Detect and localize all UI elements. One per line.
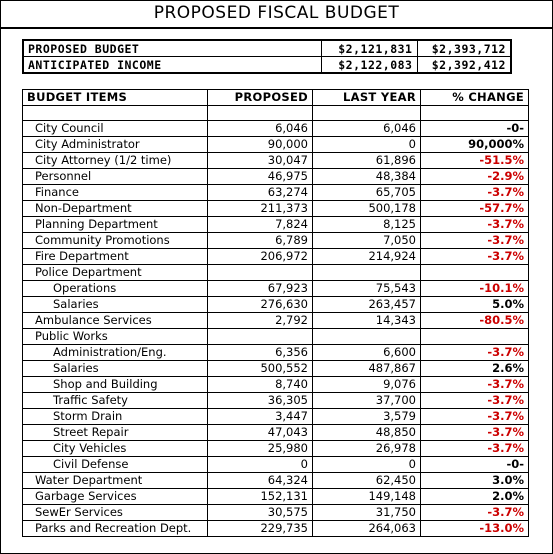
budget-item-name: City Attorney (1/2 time) [23,153,208,169]
proposed-value: 206,972 [208,249,313,265]
title-divider [0,27,553,29]
proposed-value: 6,789 [208,233,313,249]
page-title: PROPOSED FISCAL BUDGET [153,3,400,23]
proposed-value: 152,131 [208,489,313,505]
last-year-value: 26,978 [313,441,421,457]
percent-change-value: -57.7% [421,201,529,217]
proposed-value: 8,740 [208,377,313,393]
table-row [23,137,529,153]
proposed-value: 90,000 [208,137,313,153]
table-row [23,201,529,217]
percent-change-value: -51.5% [421,153,529,169]
budget-item-name: City Council [23,121,208,137]
proposed-value: 2,792 [208,313,313,329]
table-row [23,521,529,537]
proposed-value [208,265,313,281]
budget-item-name: Non-Department [23,201,208,217]
percent-change-value: -3.7% [421,505,529,521]
budget-table [22,89,529,537]
percent-change-value: 2.6% [421,361,529,377]
last-year-value: 264,063 [313,521,421,537]
percent-change-value: -3.7% [421,185,529,201]
summary-row [23,40,511,57]
proposed-value: 64,324 [208,473,313,489]
summary-v2: $2,392,412 [417,57,511,74]
proposed-value: 46,975 [208,169,313,185]
header-percent-change: % CHANGE [421,90,529,106]
budget-item-name: Operations [23,281,208,297]
proposed-value: 36,305 [208,393,313,409]
budget-item-name: Traffic Safety [23,393,208,409]
last-year-value: 263,457 [313,297,421,313]
last-year-value: 487,867 [313,361,421,377]
summary-v2: $2,393,712 [417,40,511,57]
proposed-value: 3,447 [208,409,313,425]
percent-change-value: -10.1% [421,281,529,297]
proposed-value: 500,552 [208,361,313,377]
table-row [23,121,529,137]
proposed-value: 63,274 [208,185,313,201]
last-year-value: 500,178 [313,201,421,217]
last-year-value: 14,343 [313,313,421,329]
spacer-row [23,106,529,121]
budget-item-name: Police Department [23,265,208,281]
table-row [23,361,529,377]
last-year-value: 0 [313,457,421,473]
budget-item-name: City Administrator [23,137,208,153]
percent-change-value: -3.7% [421,249,529,265]
budget-item-name: Ambulance Services [23,313,208,329]
summary-v1: $2,122,083 [321,57,417,74]
proposed-value: 6,046 [208,121,313,137]
table-row [23,297,529,313]
budget-item-name: Salaries [23,297,208,313]
header-last-year: LAST YEAR [313,90,421,106]
summary-box [22,39,512,74]
percent-change-value: -3.7% [421,233,529,249]
table-row [23,345,529,361]
last-year-value: 3,579 [313,409,421,425]
table-row [23,153,529,169]
last-year-value: 65,705 [313,185,421,201]
table-row [23,489,529,505]
proposed-value: 25,980 [208,441,313,457]
percent-change-value [421,329,529,345]
proposed-value: 7,824 [208,217,313,233]
table-row [23,265,529,281]
budget-item-name: SewEr Services [23,505,208,521]
percent-change-value [421,265,529,281]
last-year-value: 48,850 [313,425,421,441]
last-year-value: 6,600 [313,345,421,361]
last-year-value: 75,543 [313,281,421,297]
percent-change-value: -0- [421,121,529,137]
proposed-value: 47,043 [208,425,313,441]
budget-item-name: Shop and Building [23,377,208,393]
last-year-value: 214,924 [313,249,421,265]
budget-item-name: Planning Department [23,217,208,233]
budget-item-name: Civil Defense [23,457,208,473]
table-row [23,457,529,473]
budget-item-name: Public Works [23,329,208,345]
proposed-value: 0 [208,457,313,473]
percent-change-value: -3.7% [421,345,529,361]
last-year-value: 37,700 [313,393,421,409]
budget-item-name: Finance [23,185,208,201]
last-year-value [313,265,421,281]
last-year-value: 6,046 [313,121,421,137]
header-budget-items: BUDGET ITEMS [23,90,208,106]
table-header-row [23,90,529,106]
table-row [23,425,529,441]
proposed-value: 30,575 [208,505,313,521]
last-year-value: 0 [313,137,421,153]
table-row [23,441,529,457]
budget-item-name: Community Promotions [23,233,208,249]
last-year-value: 9,076 [313,377,421,393]
percent-change-value: -3.7% [421,441,529,457]
percent-change-value: -3.7% [421,393,529,409]
proposed-value: 67,923 [208,281,313,297]
proposed-value: 229,735 [208,521,313,537]
last-year-value: 61,896 [313,153,421,169]
table-row [23,249,529,265]
percent-change-value: -3.7% [421,217,529,233]
table-row [23,393,529,409]
header-proposed: PROPOSED [208,90,313,106]
proposed-value [208,329,313,345]
last-year-value: 31,750 [313,505,421,521]
table-row [23,313,529,329]
summary-label: PROPOSED BUDGET [28,41,140,56]
budget-item-name: Water Department [23,473,208,489]
percent-change-value: 3.0% [421,473,529,489]
last-year-value: 7,050 [313,233,421,249]
percent-change-value: -3.7% [421,377,529,393]
table-row [23,169,529,185]
table-row [23,233,529,249]
last-year-value: 149,148 [313,489,421,505]
budget-item-name: Storm Drain [23,409,208,425]
percent-change-value: -80.5% [421,313,529,329]
percent-change-value: -13.0% [421,521,529,537]
table-row [23,185,529,201]
table-row [23,377,529,393]
last-year-value: 62,450 [313,473,421,489]
budget-item-name: Administration/Eng. [23,345,208,361]
budget-item-name: Parks and Recreation Dept. [23,521,208,537]
budget-item-name: Fire Department [23,249,208,265]
last-year-value: 48,384 [313,169,421,185]
table-row [23,473,529,489]
summary-row [23,57,511,74]
table-row [23,281,529,297]
budget-item-name: Personnel [23,169,208,185]
percent-change-value: 90,000% [421,137,529,153]
percent-change-value: -3.7% [421,425,529,441]
percent-change-value: 2.0% [421,489,529,505]
percent-change-value: -2.9% [421,169,529,185]
percent-change-value: -0- [421,457,529,473]
budget-item-name: Garbage Services [23,489,208,505]
table-row [23,329,529,345]
table-row [23,505,529,521]
budget-item-name: Street Repair [23,425,208,441]
table-row [23,217,529,233]
proposed-value: 211,373 [208,201,313,217]
proposed-value: 276,630 [208,297,313,313]
summary-v1: $2,121,831 [321,40,417,57]
budget-item-name: Salaries [23,361,208,377]
percent-change-value: 5.0% [421,297,529,313]
summary-label: ANTICIPATED INCOME [23,57,321,74]
last-year-value: 8,125 [313,217,421,233]
proposed-value: 6,356 [208,345,313,361]
table-row [23,409,529,425]
budget-item-name: City Vehicles [23,441,208,457]
last-year-value [313,329,421,345]
percent-change-value: -3.7% [421,409,529,425]
proposed-value: 30,047 [208,153,313,169]
